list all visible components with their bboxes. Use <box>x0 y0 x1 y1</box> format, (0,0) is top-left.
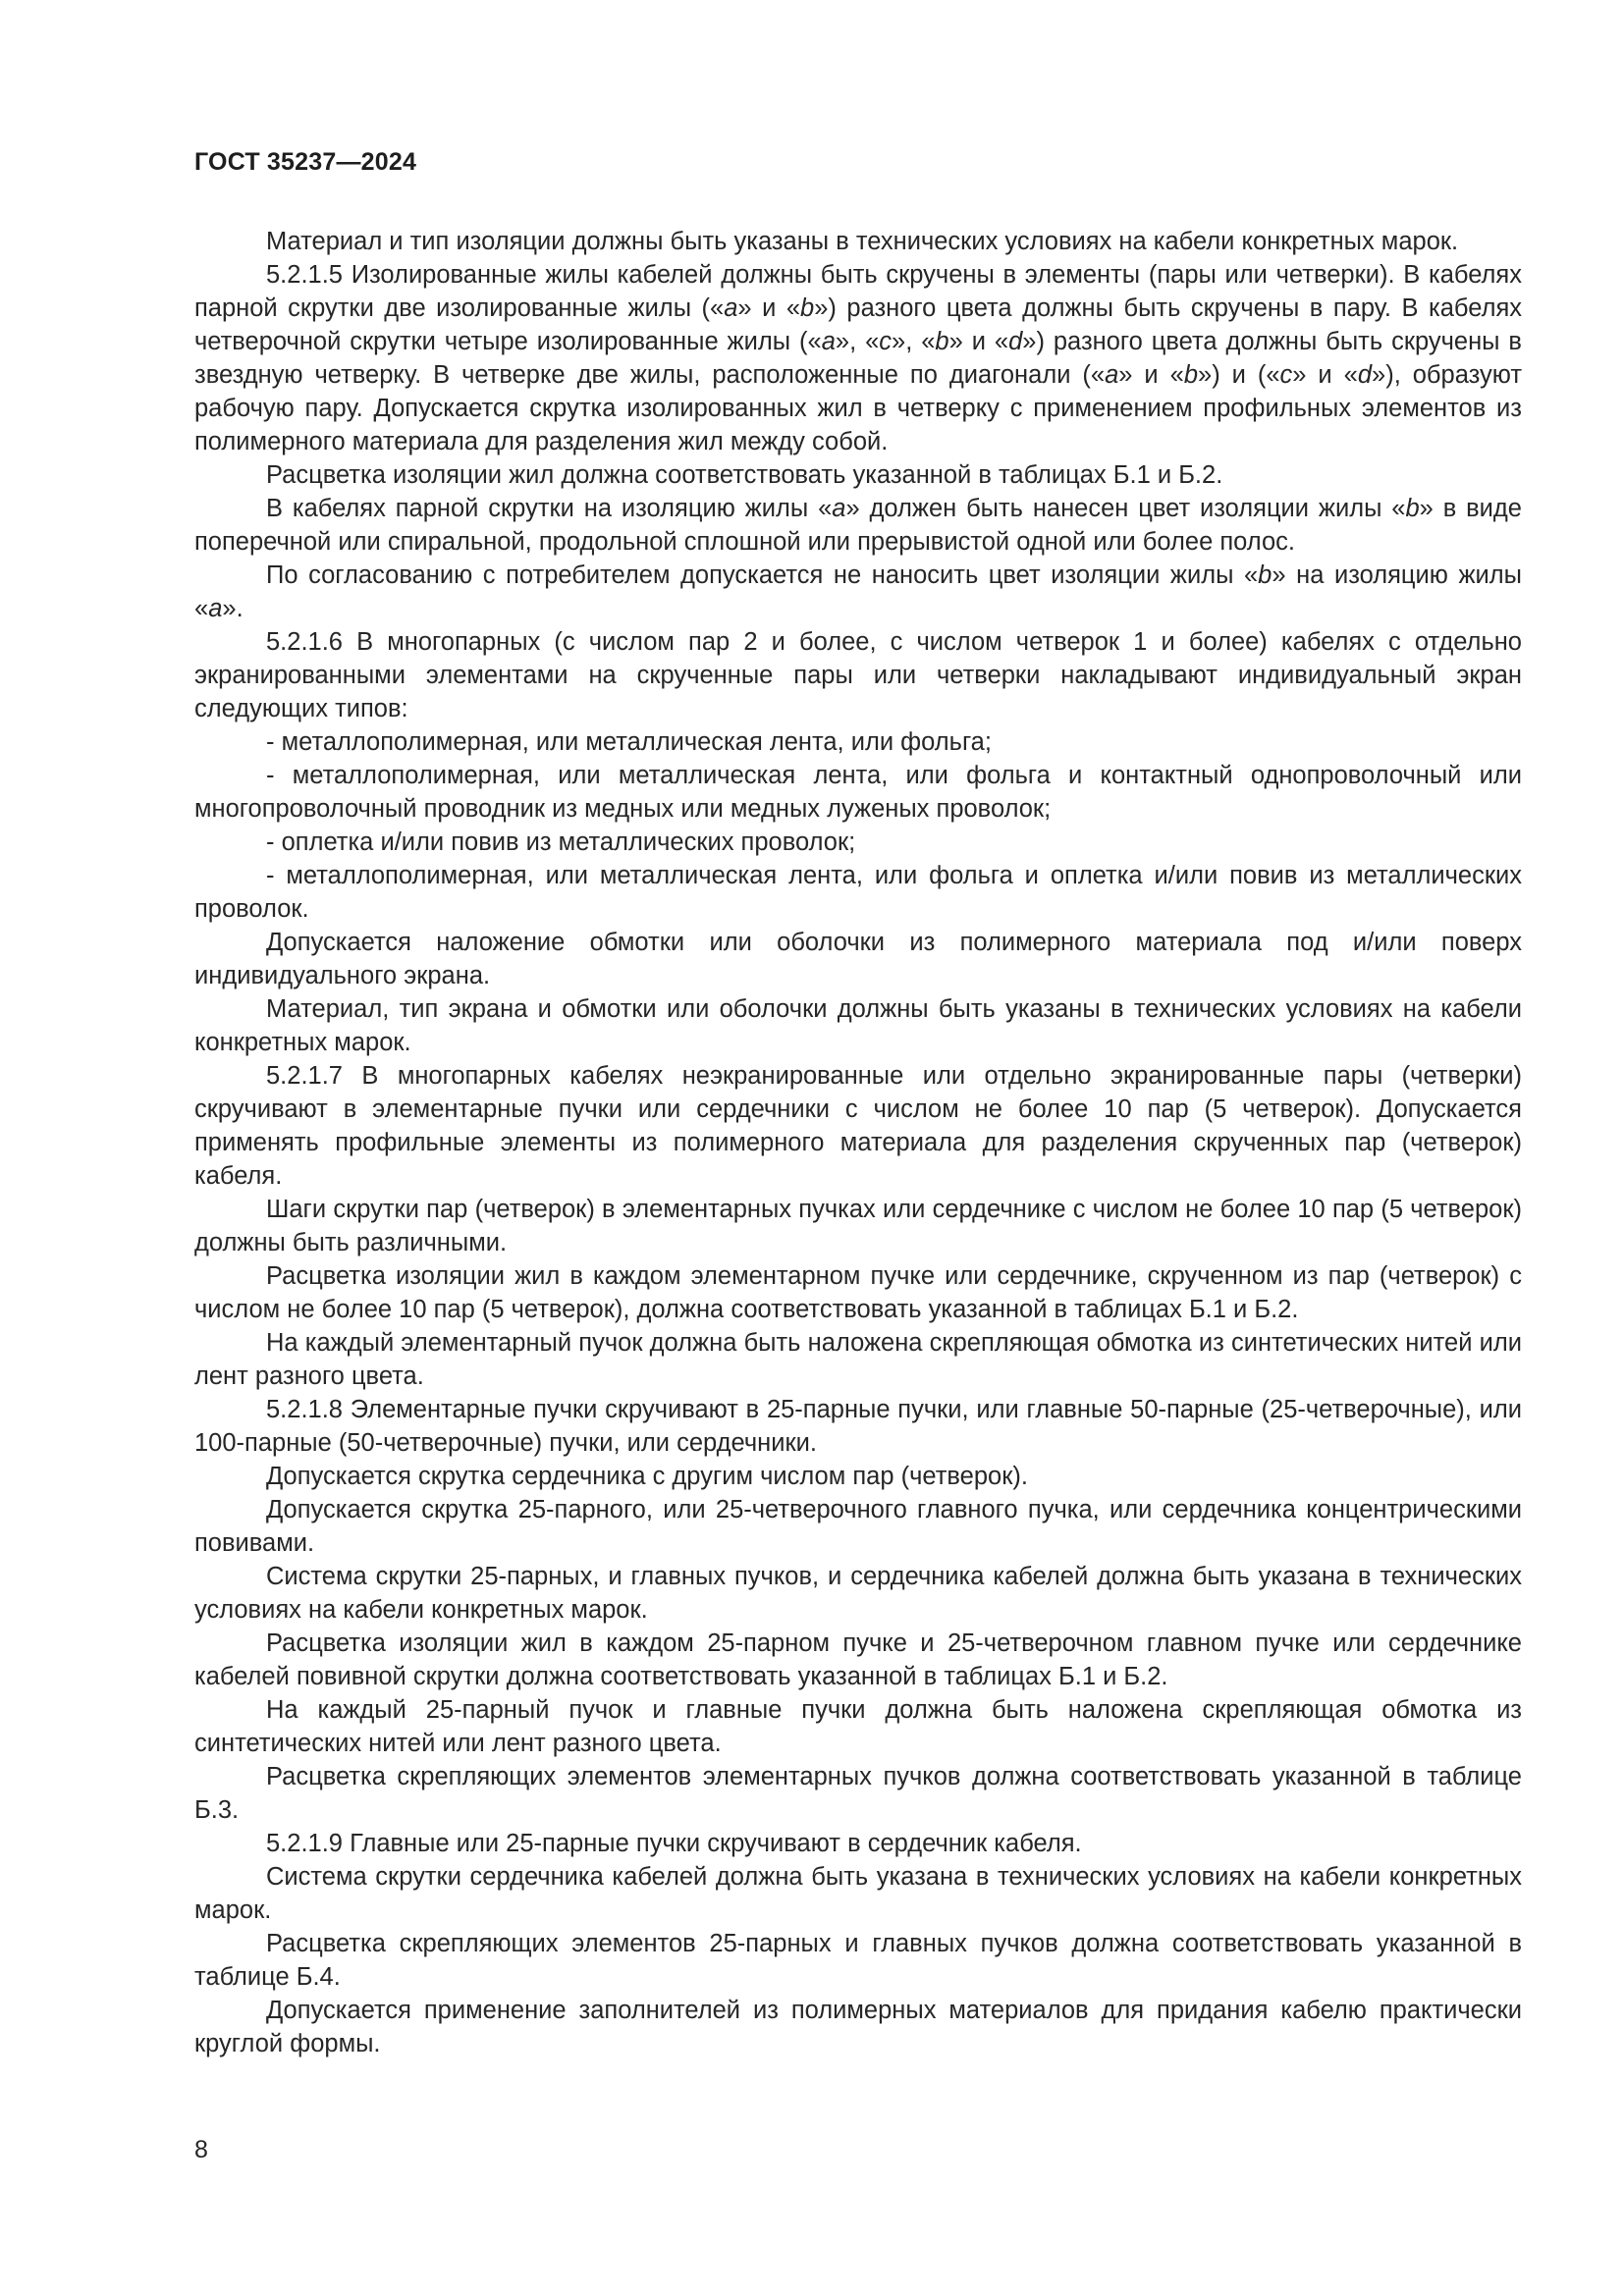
paragraph: Расцветка скрепляющих элементов 25-парных и главных пучков должна соответствовать указанной в таблице Б.4. <box>194 1930 1522 1991</box>
body-text <box>194 225 1522 2060</box>
paragraph: По согласованию с потребителем допускается не наносить цвет изоляции жилы «b» на изоляцию жилы «a». <box>194 561 1522 622</box>
paragraph: 5.2.1.6 В многопарных (с числом пар 2 и более, с числом четверок 1 и более) кабелях с отдельно экранированными элементами на скрученные пары или четверки накладывают индивидуальный экран следующих типов: <box>194 628 1522 722</box>
list-item: - металлополимерная, или металлическая лента, или фольга и оплетка и/или повив из металлических проволок. <box>194 862 1522 923</box>
paragraph: Материал, тип экрана и обмотки или оболочки должны быть указаны в технических условиях на кабели конкретных марок. <box>194 995 1522 1056</box>
paragraph: Материал и тип изоляции должны быть указаны в технических условиях на кабели конкретных марок. <box>266 228 1459 255</box>
paragraph: В кабелях парной скрутки на изоляцию жилы «a» должен быть нанесен цвет изоляции жилы «b» в виде поперечной или спиральной, продольной сплошной или прерывистой одной или более полос. <box>194 495 1522 556</box>
paragraph: Допускается применение заполнителей из полимерных материалов для придания кабелю практически круглой формы. <box>194 1997 1522 2057</box>
paragraph: Расцветка изоляции жил в каждом элементарном пучке или сердечнике, скрученном из пар (четверок) с числом не более 10 пар (5 четверок), должна соответствовать указанной в таблицах Б.1 и Б.2. <box>194 1262 1522 1323</box>
paragraph: Шаги скрутки пар (четверок) в элементарных пучках или сердечнике с числом не более 10 пар (5 четверок) должны быть различными. <box>194 1196 1522 1256</box>
list-item: - металлополимерная, или металлическая лента, или фольга; <box>266 728 992 756</box>
paragraph: 5.2.1.5 Изолированные жилы кабелей должны быть скручены в элементы (пары или четверки). В кабелях парной скрутки две изолированные жилы («a» и «b») разного цвета должны быть скручены в пару. В кабелях четверочной скрутки четыре изолированные жилы («a», «c», «b» и «d») разного цвета должны быть скручены в звездную четверку. В четверке две жилы, расположенные по диагонали («a» и «b») и («c» и «d»), образуют рабочую пару. Допускается скрутка изолированных жил в четверку с применением профильных элементов из полимерного материала для разделения жил между собой. <box>194 261 1523 455</box>
paragraph: 5.2.1.8 Элементарные пучки скручивают в 25-парные пучки, или главные 50-парные (25-четверочные), или 100-парные (50-четверочные) пучки, или сердечники. <box>194 1396 1522 1457</box>
paragraph: Расцветка изоляции жил должна соответствовать указанной в таблицах Б.1 и Б.2. <box>266 461 1223 489</box>
paragraph: Система скрутки 25-парных, и главных пучков, и сердечника кабелей должна быть указана в технических условиях на кабели конкретных марок. <box>194 1563 1522 1624</box>
list-item: - металлополимерная, или металлическая лента, или фольга и контактный однопроволочный или многопроволочный проводник из медных или медных луженых проволок; <box>194 762 1522 823</box>
paragraph: Допускается скрутка сердечника с другим числом пар (четверок). <box>266 1463 1028 1490</box>
paragraph: Расцветка изоляции жил в каждом 25-парном пучке и 25-четверочном главном пучке или сердечнике кабелей повивной скрутки должна соответствовать указанной в таблицах Б.1 и Б.2. <box>194 1629 1522 1690</box>
paragraph: 5.2.1.9 Главные или 25-парные пучки скручивают в сердечник кабеля. <box>266 1830 1082 1857</box>
paragraph: На каждый элементарный пучок должна быть наложена скрепляющая обмотка из синтетических нитей или лент разного цвета. <box>194 1329 1522 1390</box>
paragraph: Расцветка скрепляющих элементов элементарных пучков должна соответствовать указанной в таблице Б.3. <box>194 1763 1522 1824</box>
list-item: - оплетка и/или повив из металлических проволок; <box>266 828 856 856</box>
paragraph: На каждый 25-парный пучок и главные пучки должна быть наложена скрепляющая обмотка из синтетических нитей или лент разного цвета. <box>194 1696 1522 1757</box>
page-number: 8 <box>194 2136 208 2163</box>
paragraph: 5.2.1.7 В многопарных кабелях неэкранированные или отдельно экранированные пары (четверки) скручивают в элементарные пучки или сердечники с числом не более 10 пар (5 четверок). Допускается применять профильные элементы из полимерного материала для разделения скрученных пар (четверок) кабеля. <box>194 1062 1522 1190</box>
paragraph: Система скрутки сердечника кабелей должна быть указана в технических условиях на кабели конкретных марок. <box>194 1863 1522 1924</box>
document-header: ГОСТ 35237—2024 <box>194 148 417 176</box>
paragraph: Допускается наложение обмотки или оболочки из полимерного материала под и/или поверх индивидуального экрана. <box>194 929 1522 989</box>
paragraph: Допускается скрутка 25-парного, или 25-четверочного главного пучка, или сердечника концентрическими повивами. <box>194 1496 1522 1557</box>
